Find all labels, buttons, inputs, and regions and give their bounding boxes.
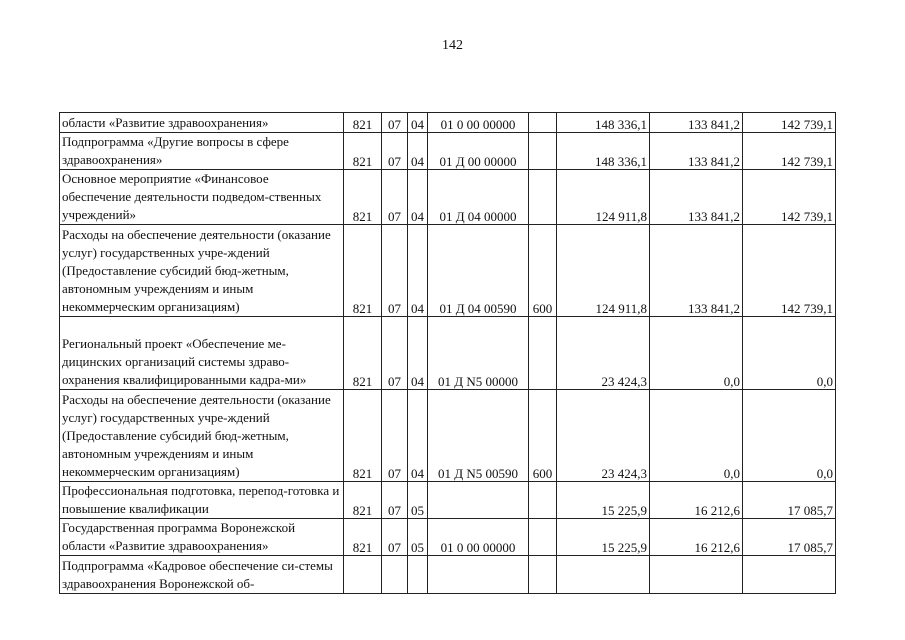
subsection-code: 05 bbox=[408, 482, 428, 519]
target-article-code: 01 Д 00 00000 bbox=[428, 133, 529, 170]
row-name: Региональный проект «Обеспечение ме-дицинских организаций системы здраво-охранения квалифицированными кадра-ми» bbox=[60, 317, 344, 390]
table-row bbox=[60, 113, 836, 133]
target-article-code bbox=[428, 556, 529, 594]
ministry-code: 821 bbox=[344, 113, 382, 133]
table-row bbox=[60, 170, 836, 225]
target-article-code bbox=[428, 482, 529, 519]
amount-year-3: 142 739,1 bbox=[743, 133, 836, 170]
amount-year-3: 142 739,1 bbox=[743, 113, 836, 133]
amount-year-1: 124 911,8 bbox=[557, 225, 650, 317]
amount-year-3: 142 739,1 bbox=[743, 225, 836, 317]
ministry-code: 821 bbox=[344, 133, 382, 170]
table-row bbox=[60, 317, 836, 390]
ministry-code: 821 bbox=[344, 519, 382, 556]
row-name: Подпрограмма «Другие вопросы в сфере здравоохранения» bbox=[60, 133, 344, 170]
target-article-code: 01 Д 04 00590 bbox=[428, 225, 529, 317]
expense-type-code bbox=[529, 113, 557, 133]
expense-type-code bbox=[529, 556, 557, 594]
row-name: Государственная программа Воронежской области «Развитие здравоохранения» bbox=[60, 519, 344, 556]
amount-year-2: 0,0 bbox=[650, 317, 743, 390]
row-name: Подпрограмма «Кадровое обеспечение си-стемы здравоохранения Воронежской об- bbox=[60, 556, 344, 594]
amount-year-1 bbox=[557, 556, 650, 594]
amount-year-2: 133 841,2 bbox=[650, 170, 743, 225]
row-name: Профессиональная подготовка, перепод-готовка и повышение квалификации bbox=[60, 482, 344, 519]
budget-table-body bbox=[60, 113, 836, 594]
row-name: Расходы на обеспечение деятельности (оказание услуг) государственных учре-ждений (Предоставление субсидий бюд-жетным, автономным учреждениям и иным некоммерческим организациям) bbox=[60, 225, 344, 317]
subsection-code: 04 bbox=[408, 133, 428, 170]
ministry-code: 821 bbox=[344, 482, 382, 519]
amount-year-2: 133 841,2 bbox=[650, 133, 743, 170]
section-code: 07 bbox=[382, 390, 408, 482]
section-code: 07 bbox=[382, 170, 408, 225]
subsection-code bbox=[408, 556, 428, 594]
target-article-code: 01 Д 04 00000 bbox=[428, 170, 529, 225]
subsection-code: 04 bbox=[408, 317, 428, 390]
page-number: 142 bbox=[442, 38, 463, 53]
target-article-code: 01 Д N5 00590 bbox=[428, 390, 529, 482]
expense-type-code: 600 bbox=[529, 390, 557, 482]
section-code: 07 bbox=[382, 317, 408, 390]
amount-year-3: 0,0 bbox=[743, 317, 836, 390]
section-code: 07 bbox=[382, 225, 408, 317]
expense-type-code bbox=[529, 170, 557, 225]
ministry-code: 821 bbox=[344, 317, 382, 390]
section-code: 07 bbox=[382, 133, 408, 170]
amount-year-1: 148 336,1 bbox=[557, 113, 650, 133]
target-article-code: 01 0 00 00000 bbox=[428, 113, 529, 133]
table-row bbox=[60, 390, 836, 482]
expense-type-code bbox=[529, 482, 557, 519]
amount-year-1: 148 336,1 bbox=[557, 133, 650, 170]
subsection-code: 04 bbox=[408, 390, 428, 482]
row-name: Расходы на обеспечение деятельности (оказание услуг) государственных учре-ждений (Предоставление субсидий бюд-жетным, автономным учреждениям и иным некоммерческим организациям) bbox=[60, 390, 344, 482]
section-code bbox=[382, 556, 408, 594]
subsection-code: 05 bbox=[408, 519, 428, 556]
expense-type-code bbox=[529, 317, 557, 390]
target-article-code: 01 0 00 00000 bbox=[428, 519, 529, 556]
amount-year-2: 133 841,2 bbox=[650, 113, 743, 133]
amount-year-2 bbox=[650, 556, 743, 594]
subsection-code: 04 bbox=[408, 113, 428, 133]
table-row bbox=[60, 133, 836, 170]
ministry-code bbox=[344, 556, 382, 594]
subsection-code: 04 bbox=[408, 170, 428, 225]
row-name: области «Развитие здравоохранения» bbox=[60, 113, 344, 133]
expense-type-code bbox=[529, 133, 557, 170]
table-row bbox=[60, 225, 836, 317]
subsection-code: 04 bbox=[408, 225, 428, 317]
amount-year-2: 0,0 bbox=[650, 390, 743, 482]
ministry-code: 821 bbox=[344, 225, 382, 317]
section-code: 07 bbox=[382, 482, 408, 519]
ministry-code: 821 bbox=[344, 390, 382, 482]
amount-year-3 bbox=[743, 556, 836, 594]
amount-year-3: 142 739,1 bbox=[743, 170, 836, 225]
budget-table bbox=[59, 112, 836, 594]
section-code: 07 bbox=[382, 113, 408, 133]
amount-year-2: 133 841,2 bbox=[650, 225, 743, 317]
section-code: 07 bbox=[382, 519, 408, 556]
target-article-code: 01 Д N5 00000 bbox=[428, 317, 529, 390]
expense-type-code bbox=[529, 519, 557, 556]
amount-year-1: 15 225,9 bbox=[557, 519, 650, 556]
table-row bbox=[60, 519, 836, 556]
amount-year-2: 16 212,6 bbox=[650, 519, 743, 556]
amount-year-1: 124 911,8 bbox=[557, 170, 650, 225]
amount-year-1: 23 424,3 bbox=[557, 317, 650, 390]
ministry-code: 821 bbox=[344, 170, 382, 225]
amount-year-3: 17 085,7 bbox=[743, 519, 836, 556]
amount-year-1: 15 225,9 bbox=[557, 482, 650, 519]
amount-year-3: 17 085,7 bbox=[743, 482, 836, 519]
row-name: Основное мероприятие «Финансовое обеспечение деятельности подведом-ственных учреждений» bbox=[60, 170, 344, 225]
amount-year-1: 23 424,3 bbox=[557, 390, 650, 482]
amount-year-2: 16 212,6 bbox=[650, 482, 743, 519]
table-row bbox=[60, 482, 836, 519]
table-row bbox=[60, 556, 836, 594]
expense-type-code: 600 bbox=[529, 225, 557, 317]
amount-year-3: 0,0 bbox=[743, 390, 836, 482]
